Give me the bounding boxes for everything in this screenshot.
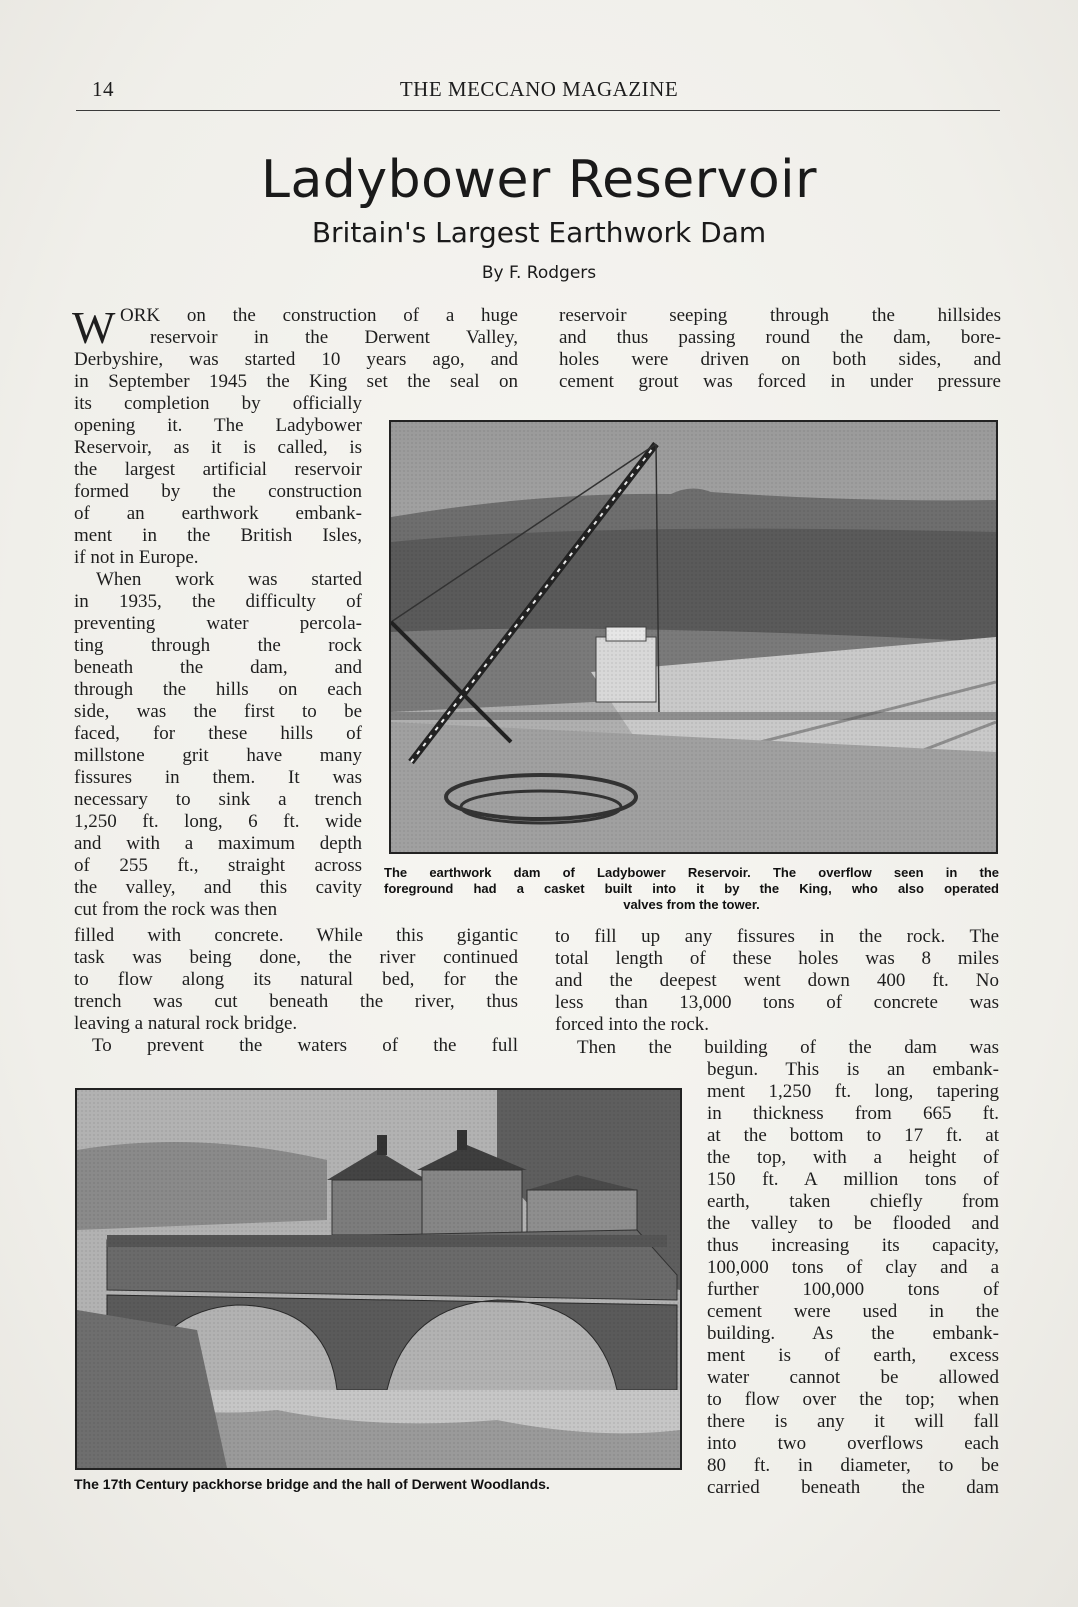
text-line: side, was the first to be (74, 701, 362, 722)
text-line: carried beneath the dam (707, 1477, 999, 1498)
figure1-caption (384, 865, 999, 913)
col2-mid-text (555, 926, 999, 1036)
text-line: the valley to be flooded and (707, 1213, 999, 1234)
text-line: reservoir in the Derwent Valley, (150, 327, 518, 348)
text-line: preventing water percola- (74, 613, 362, 634)
text-line: at the bottom to 17 ft. at (707, 1125, 999, 1146)
caption-line: The earthwork dam of Ladybower Reservoir. The overflow seen in the (384, 865, 999, 880)
text-line: the top, with a height of (707, 1147, 999, 1168)
running-head: THE MECCANO MAGAZINE (399, 77, 679, 101)
text-line: to flow over the top; when (707, 1389, 999, 1410)
text-line: and thus passing round the dam, bore- (559, 327, 1001, 348)
bridge-photo-illustration (77, 1090, 680, 1468)
text-line: of 255 ft., straight across (74, 855, 362, 876)
caption-line: valves from the tower. (623, 897, 760, 912)
figure2-caption: The 17th Century packhorse bridge and the hall of Derwent Woodlands. (74, 1476, 550, 1492)
col1-intro (72, 302, 518, 393)
text-line: opening it. The Ladybower (74, 415, 362, 436)
text-line: begun. This is an embank- (707, 1059, 999, 1080)
text-line: beneath the dam, and (74, 657, 362, 678)
text-line: When work was started (96, 569, 362, 590)
col2-narrow-text (707, 1059, 999, 1499)
col2-then-line (555, 1037, 999, 1059)
text-line: 150 ft. A million tons of (707, 1169, 999, 1190)
text-line: to fill up any fissures in the rock. The (555, 926, 999, 947)
text-line: cement were used in the (707, 1301, 999, 1322)
article-title: Ladybower Reservoir (260, 150, 818, 210)
text-line: and with a maximum depth (74, 833, 362, 854)
text-line: earth, taken chiefly from (707, 1191, 999, 1212)
text-line: its completion by officially (74, 393, 362, 414)
page-number: 14 (92, 77, 114, 101)
dam-photo (389, 420, 998, 854)
text-line: water cannot be allowed (707, 1367, 999, 1388)
text-line: 100,000 tons of clay and a (707, 1257, 999, 1278)
text-line: further 100,000 tons of (707, 1279, 999, 1300)
text-line: there is any it will fall (707, 1411, 999, 1432)
text-line: filled with concrete. While this gigantic (74, 925, 518, 946)
text-line: Derbyshire, was started 10 years ago, and (74, 349, 518, 370)
header-rule (76, 110, 1000, 111)
caption-line: foreground had a casket built into it by the King, who also operated (384, 881, 999, 896)
text-line: faced, for these hills of (74, 723, 362, 744)
text-line: cement grout was forced in under pressure (559, 371, 1001, 392)
text-line: forced into the rock. (555, 1014, 710, 1035)
text-line: ment is of earth, excess (707, 1345, 999, 1366)
text-line: ting through the rock (74, 635, 362, 656)
text-line: in thickness from 665 ft. (707, 1103, 999, 1124)
text-line: of an earthwork embank- (74, 503, 362, 524)
text-line: in September 1945 the King set the seal on (74, 371, 518, 392)
text-line: ORK on the construction of a huge (120, 305, 518, 326)
text-line: trench was cut beneath the river, thus (74, 991, 518, 1012)
text-line: formed by the construction (74, 481, 362, 502)
text-line: task was being done, the river continued (74, 947, 518, 968)
text-line: millstone grit have many (74, 745, 362, 766)
bridge-photo (75, 1088, 682, 1470)
text-line: thus increasing its capacity, (707, 1235, 999, 1256)
text-line: ment 1,250 ft. long, tapering (707, 1081, 999, 1102)
text-line: 1,250 ft. long, 6 ft. wide (74, 811, 362, 832)
text-line: to flow along its natural bed, for the (74, 969, 518, 990)
text-line: leaving a natural rock bridge. (74, 1013, 298, 1034)
text-line: Then the building of the dam was (577, 1037, 999, 1058)
text-line: if not in Europe. (74, 547, 199, 568)
text-line: cut from the rock was then (74, 899, 278, 920)
text-line: Reservoir, as it is called, is (74, 437, 362, 458)
text-line: less than 13,000 tons of concrete was (555, 992, 999, 1013)
dam-photo-illustration (391, 422, 996, 852)
text-line: the valley, and this cavity (74, 877, 362, 898)
text-line: reservoir seeping through the hillsides (559, 305, 1001, 326)
text-line: ment in the British Isles, (74, 525, 362, 546)
text-line: 80 ft. in diameter, to be (707, 1455, 999, 1476)
text-line: To prevent the waters of the full (92, 1035, 518, 1056)
text-line: total length of these holes was 8 miles (555, 948, 999, 969)
col1-bottom-text (74, 925, 518, 1057)
text-line: the largest artificial reservoir (74, 459, 362, 480)
article-subtitle: Britain's Largest Earthwork Dam (311, 216, 767, 249)
drop-cap: W (72, 302, 116, 353)
text-line: building. As the embank- (707, 1323, 999, 1344)
col2-top-text (559, 305, 1001, 393)
col1-narrow-text (74, 393, 362, 921)
text-line: necessary to sink a trench (74, 789, 362, 810)
byline: By F. Rodgers (481, 263, 597, 283)
text-line: into two overflows each (707, 1433, 999, 1454)
text-line: holes were driven on both sides, and (559, 349, 1001, 370)
text-line: and the deepest went down 400 ft. No (555, 970, 999, 991)
text-line: in 1935, the difficulty of (74, 591, 362, 612)
text-line: through the hills on each (74, 679, 362, 700)
text-line: fissures in them. It was (74, 767, 362, 788)
